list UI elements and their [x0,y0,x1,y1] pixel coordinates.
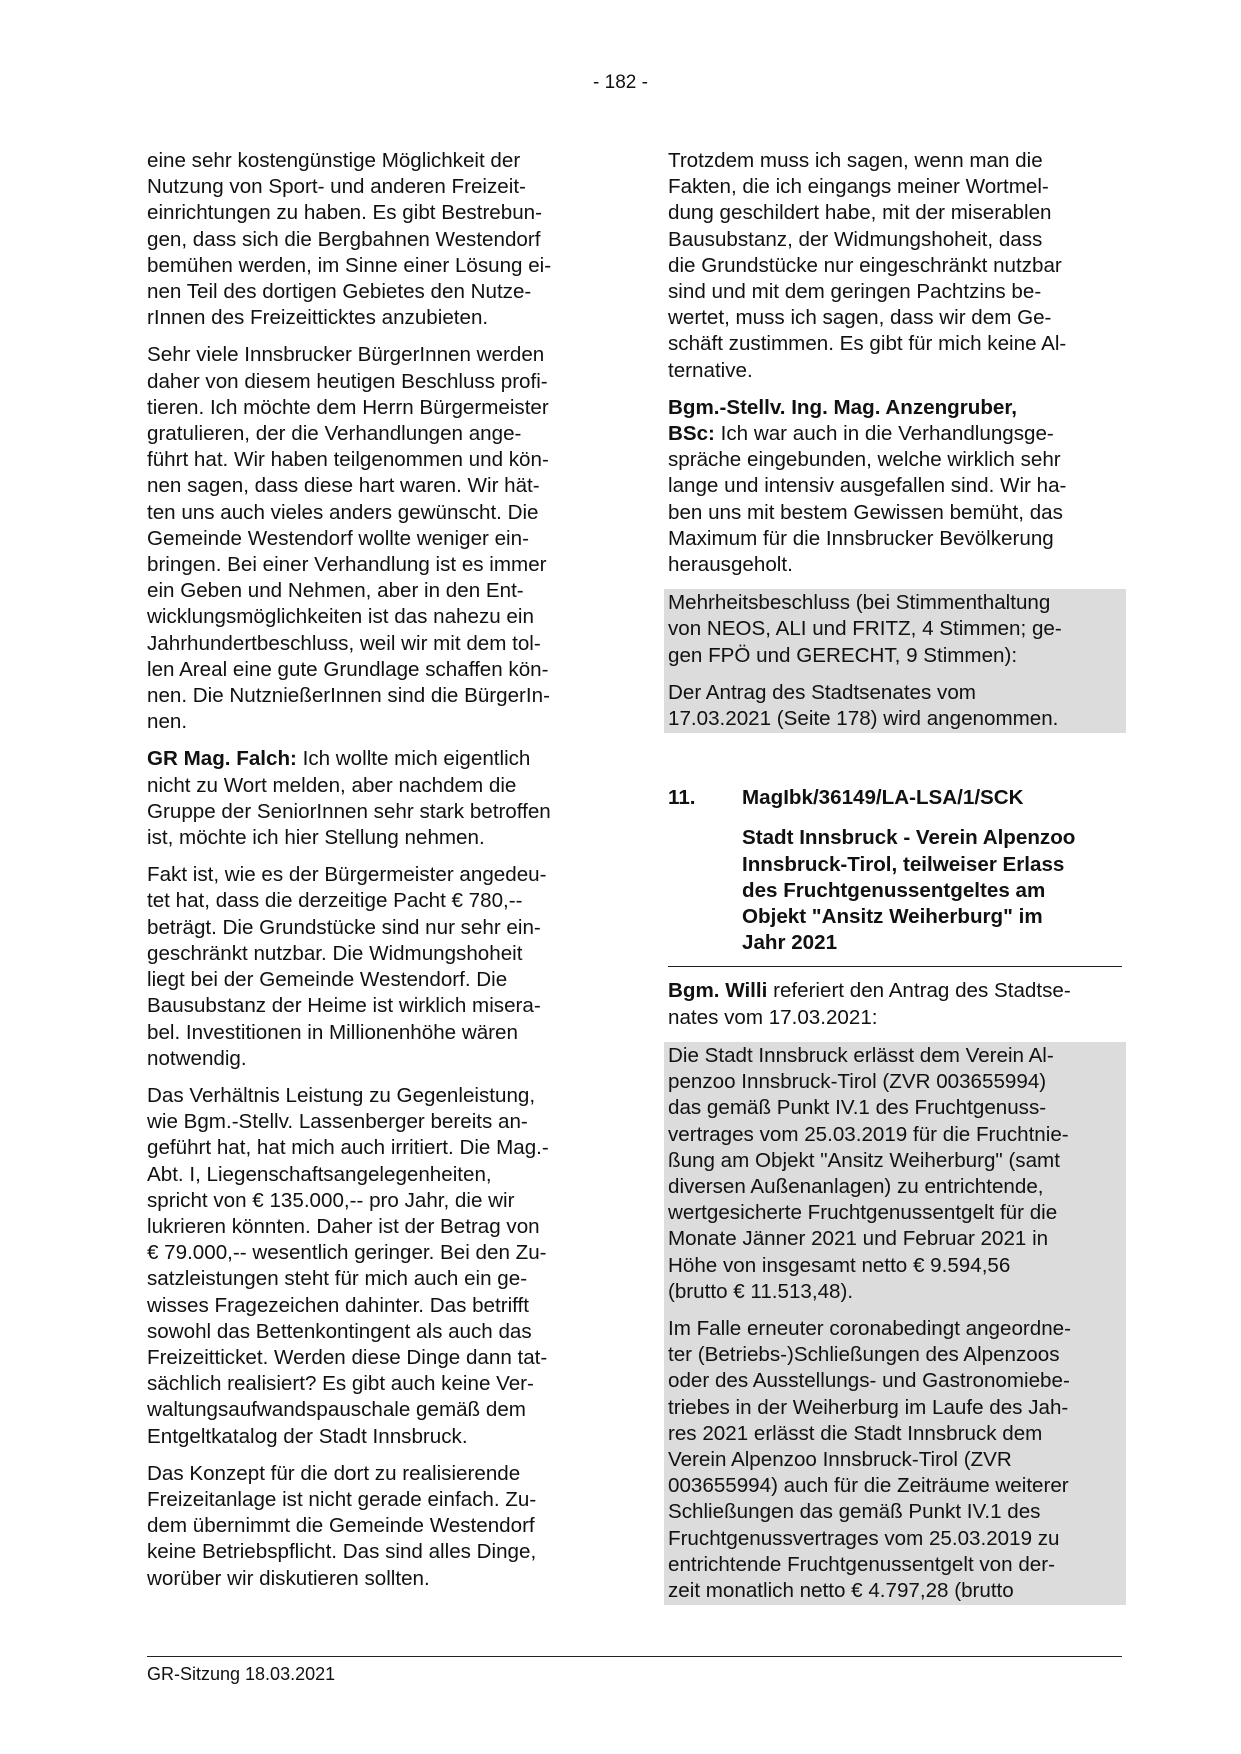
text-line: die Grundstücke nur eingeschränkt nutzbar [668,253,1062,277]
text-line: ternative. [668,358,753,382]
agenda-number: 11. [668,786,696,810]
text-line: Freizeitticket. Werden diese Dinge dann tat- [147,1345,548,1369]
text-line: spricht von € 135.000,-- pro Jahr, die wir [147,1188,515,1212]
text-line: Das Verhältnis Leistung zu Gegenleistung, [147,1083,536,1107]
text-line: € 79.000,-- wesentlich geringer. Bei den Zu- [147,1241,547,1265]
paragraph [147,342,599,735]
text-line: Der Antrag des Stadtsenates vom [668,680,976,704]
right-column [668,148,1122,1605]
text-line: nen. [147,710,188,734]
text-line: geschränkt nutzbar. Die Widmungshoheit [147,941,523,965]
footer-divider [147,1656,1122,1657]
text-line: sind und mit dem geringen Pachtzins be- [668,280,1042,304]
text-line: nen sagen, dass diese hart waren. Wir hät- [147,474,540,498]
text-line: Abt. I, Liegenschaftsangelegenheiten, [147,1162,492,1186]
agenda-reference: MagIbk/36149/LA-LSA/1/SCK [742,786,1024,810]
text-line: ben uns mit bestem Gewissen bemüht, das [668,500,1063,524]
text-line: Nutzung von Sport- und anderen Freizeit- [147,175,526,199]
text-line: schäft zustimmen. Es gibt für mich keine Al- [668,332,1067,356]
text-line: 17.03.2021 (Seite 178) wird angenommen. [668,707,1059,731]
text-line: Bausubstanz, der Widmungshoheit, dass [668,227,1043,251]
text-line: Sehr viele Innsbrucker BürgerInnen werden [147,343,545,367]
text-line: rInnen des Freizeitticktes anzubieten. [147,306,489,330]
page-number: - 182 - [593,72,648,93]
text-line [668,395,1122,421]
text-line: dem übernimmt die Gemeinde Westendorf [147,1514,535,1538]
text-line: gen FPÖ und GERECHT, 9 Stimmen): [668,643,1018,667]
text-line: diversen Außenanlagen) zu entrichtende, [668,1174,1044,1198]
paragraph [668,978,1122,1030]
decision-result [668,680,1122,732]
agenda-item [668,785,1122,967]
text-line: ein Geben und Nehmen, aber in den Ent- [147,579,524,603]
paragraph [668,395,1122,578]
text-line: Jahr 2021 [742,931,838,955]
text-line: nates vom 17.03.2021: [668,1005,878,1029]
text-line: Jahrhundertbeschluss, weil wir mit dem tol- [147,631,541,655]
paragraph [147,1461,599,1592]
text-line: wicklungsmöglichkeiten ist das nahezu ein [147,605,534,629]
text-line: ten uns auch vieles anders gewünscht. Die [147,500,539,524]
text-line: Mehrheitsbeschluss (bei Stimmenthaltung [668,591,1051,615]
decision-box [664,589,1126,733]
text-line: ter (Betriebs-)Schließungen des Alpenzoos [668,1343,1060,1367]
text-line: Schließungen das gemäß Punkt IV.1 des [668,1500,1041,1524]
text-line: Fakt ist, wie es der Bürgermeister angedeu- [147,863,547,887]
text-line: Im Falle erneuter coronabedingt angeordne- [668,1316,1071,1340]
text-line: len Areal eine gute Grundlage schaffen kön- [147,657,549,681]
text-line: keine Betriebspflicht. Das sind alles Dinge, [147,1540,537,1564]
text-line: nicht zu Wort melden, aber nachdem die [147,773,517,797]
speaker-name: Bgm. Willi [668,979,768,1003]
text-line: penzoo Innsbruck-Tirol (ZVR 003655994) [668,1070,1047,1094]
motion-paragraph [668,1043,1122,1305]
text-line: zeit monatlich netto € 4.797,28 (brutto [668,1578,1014,1602]
speaker-name: Bgm.-Stellv. Ing. Mag. Anzengruber, [668,395,1017,419]
text-line: Gemeinde Westendorf wollte weniger ein- [147,526,529,550]
paragraph [147,148,599,331]
text-line: nen Teil des dortigen Gebietes den Nutze- [147,280,532,304]
text-line: herausgeholt. [668,553,793,577]
text-line: liegt bei der Gemeinde Westendorf. Die [147,968,508,992]
text-line: gratulieren, der die Verhandlungen ange- [147,422,522,446]
text-line: führt hat. Wir haben teilgenommen und kön- [147,448,549,472]
text-line: nen. Die NutznießerInnen sind die BürgerIn- [147,684,550,708]
text-line: triebes in der Weiherburg im Laufe des Jah- [668,1395,1069,1419]
text-line: 003655994) auch für die Zeiträume weiterer [668,1474,1069,1498]
text-line: Entgeltkatalog der Stadt Innsbruck. [147,1424,468,1448]
text-fragment: referiert den Antrag des Stadtse- [767,979,1071,1003]
motion-paragraph [668,1316,1122,1604]
text-line: sächlich realisiert? Es gibt auch keine Ver- [147,1372,534,1396]
text-line: Monate Jänner 2021 und Februar 2021 in [668,1227,1049,1251]
speaker-name: GR Mag. Falch: [147,747,297,771]
text-line: Verein Alpenzoo Innsbruck-Tirol (ZVR [668,1447,1012,1471]
left-column [147,148,599,1603]
text-line: bringen. Bei einer Verhandlung ist es immer [147,553,547,577]
text-line: sowohl das Bettenkontingent als auch das [147,1319,532,1343]
paragraph [668,148,1122,384]
text-line: wertgesicherte Fruchtgenussentgelt für die [668,1201,1058,1225]
text-line: lukrieren könnten. Daher ist der Betrag von [147,1214,540,1238]
text-line: worüber wir diskutieren sollten. [147,1566,430,1590]
text-line: entrichtende Fruchtgenussentgelt von der- [668,1552,1055,1576]
text-line: Fakten, die ich eingangs meiner Wortmel- [668,175,1049,199]
text-line: tet hat, dass die derzeitige Pacht € 780,-- [147,889,523,913]
text-line: bemühen werden, im Sinne einer Lösung ei- [147,253,552,277]
text-line: oder des Ausstellungs- und Gastronomiebe- [668,1369,1070,1393]
text-line: eine sehr kostengünstige Möglichkeit der [147,149,521,172]
text-line: gen, dass sich die Bergbahnen Westendorf [147,227,541,251]
text-line: (brutto € 11.513,48). [668,1279,854,1303]
text-line: ist, möchte ich hier Stellung nehmen. [147,826,485,850]
text-line: lange und intensiv ausgefallen sind. Wir ha- [668,474,1067,498]
text-line: Stadt Innsbruck - Verein Alpenzoo [742,826,1076,850]
text-line: Freizeitanlage ist nicht gerade einfach. Zu- [147,1487,537,1511]
text-line [668,421,1122,447]
text-line: Innsbruck-Tirol, teilweiser Erlass [742,852,1065,876]
text-line: waltungsaufwandspauschale gemäß dem [147,1398,526,1422]
speaker-name: BSc: [668,422,715,446]
agenda-header [668,785,1122,811]
text-line: geführt hat, hat mich auch irritiert. Die Mag.- [147,1136,549,1160]
decision-text [668,590,1122,669]
text-line: Objekt "Ansitz Weiherburg" im [742,905,1043,929]
text-line: res 2021 erlässt die Stadt Innsbruck dem [668,1421,1043,1445]
text-line: notwendig. [147,1046,247,1070]
text-line: des Fruchtgenussentgeltes am [742,878,1046,902]
text-line [668,978,1122,1004]
paragraph [147,746,599,851]
text-line: Trotzdem muss ich sagen, wenn man die [668,149,1043,172]
text-line: vertrages vom 25.03.2019 für die Fruchtnie- [668,1122,1069,1146]
footer-text: GR-Sitzung 18.03.2021 [147,1664,336,1684]
text-line: beträgt. Die Grundstücke sind nur sehr ein- [147,915,541,939]
text-line: wertet, muss ich sagen, dass wir dem Ge- [668,306,1052,330]
text-line: tieren. Ich möchte dem Herrn Bürgermeister [147,395,549,419]
text-line: Gruppe der SeniorInnen sehr stark betroffen [147,799,551,823]
text-line: spräche eingebunden, welche wirklich sehr [668,448,1061,472]
text-line: einrichtungen zu haben. Es gibt Bestrebun- [147,201,542,225]
text-line: Höhe von insgesamt netto € 9.594,56 [668,1253,1011,1277]
text-fragment: Ich wollte mich eigentlich [296,747,531,771]
text-line: wie Bgm.-Stellv. Lassenberger bereits an- [147,1110,528,1134]
text-line: ßung am Objekt "Ansitz Weiherburg" (samt [668,1148,1060,1172]
agenda-divider [668,966,1122,967]
text-line: wisses Fragezeichen dahinter. Das betrifft [147,1293,529,1317]
text-line: Maximum für die Innsbrucker Bevölkerung [668,526,1054,550]
text-line: dung geschildert habe, mit der miserablen [668,201,1052,225]
text-line: Bausubstanz der Heime ist wirklich misera- [147,994,541,1018]
motion-box [664,1042,1126,1605]
text-line: Das Konzept für die dort zu realisierende [147,1461,521,1485]
paragraph [147,1083,599,1450]
text-line: Die Stadt Innsbruck erlässt dem Verein Al- [668,1043,1054,1067]
text-line: von NEOS, ALI und FRITZ, 4 Stimmen; ge- [668,617,1062,641]
text-line: bel. Investitionen in Millionenhöhe wären [147,1020,518,1044]
text-line: satzleistungen steht für mich auch ein ge- [147,1267,528,1291]
text-fragment: Ich war auch in die Verhandlungsge- [714,422,1054,446]
text-line: daher von diesem heutigen Beschluss profi- [147,369,548,393]
text-line: das gemäß Punkt IV.1 des Fruchtgenuss- [668,1096,1047,1120]
text-line: Fruchtgenussvertrages vom 25.03.2019 zu [668,1526,1060,1550]
agenda-title [742,825,1122,960]
paragraph [147,862,599,1072]
text-line [147,746,599,772]
